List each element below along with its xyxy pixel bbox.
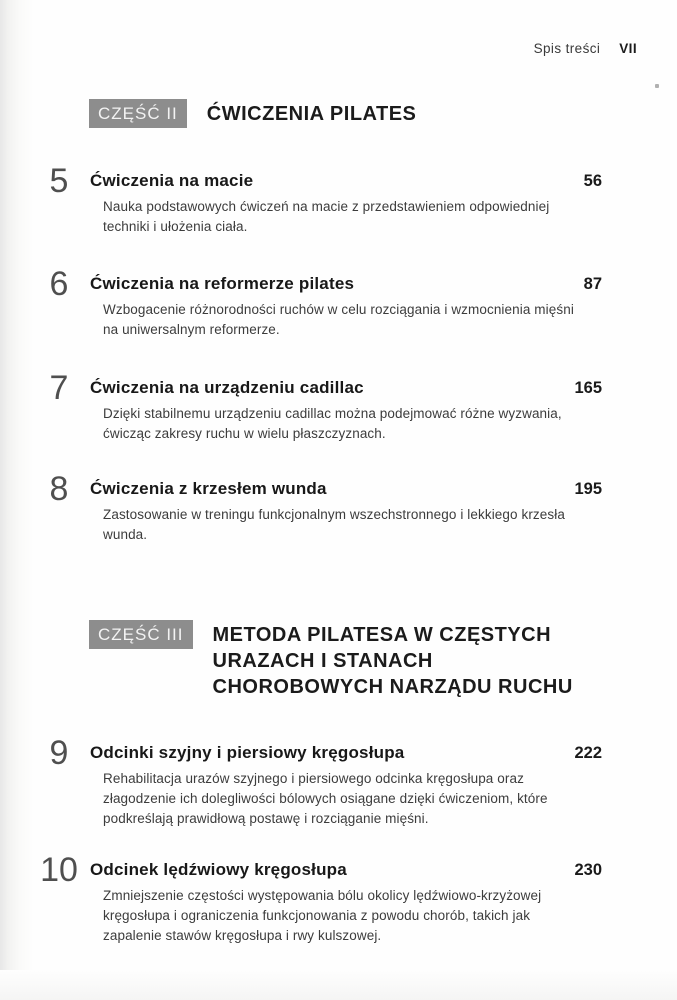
chapter-description: Wzbogacenie różnorodności ruchów w celu rozciągania i wzmocnienia mięśni na uniwersalnym reformerze. <box>103 302 574 337</box>
chapter-page-number: 165 <box>574 379 602 397</box>
scan-artifact-speck <box>655 84 659 88</box>
chapter-page-number: 230 <box>574 861 602 879</box>
page-gutter-shadow <box>0 0 34 1000</box>
chapter-page-number: 222 <box>574 744 602 762</box>
chapter-number: 10 <box>40 851 78 889</box>
running-header <box>534 41 637 56</box>
chapter-title: Ćwiczenia na reformerze pilates <box>90 274 355 293</box>
chapter-number: 8 <box>49 470 69 508</box>
toc-entry-chapter-7 <box>30 369 620 444</box>
chapter-number: 7 <box>49 369 69 407</box>
part-section-2-header <box>89 99 416 128</box>
running-header-page-number: VII <box>619 41 637 56</box>
chapter-page-number: 56 <box>583 172 602 190</box>
chapter-number: 9 <box>49 734 69 772</box>
chapter-page-number: 87 <box>583 275 602 293</box>
running-header-title: Spis treści <box>533 41 601 56</box>
chapter-page-number: 195 <box>574 480 602 498</box>
part-3-badge: CZĘŚĆ III <box>89 620 193 649</box>
toc-entry-chapter-8 <box>30 470 620 545</box>
chapter-title: Ćwiczenia na urządzeniu cadillac <box>90 378 364 397</box>
chapter-title: Odcinek lędźwiowy kręgosłupa <box>90 860 347 879</box>
chapter-title: Ćwiczenia z krzesłem wunda <box>90 479 327 498</box>
page-bottom-shadow <box>0 970 677 1000</box>
chapter-title: Ćwiczenia na macie <box>90 171 254 190</box>
toc-entry-chapter-5 <box>30 162 620 237</box>
chapter-title: Odcinki szyjny i piersiowy kręgosłupa <box>90 743 405 762</box>
toc-entry-chapter-9 <box>30 734 620 829</box>
toc-entry-chapter-6 <box>30 265 620 340</box>
toc-entry-chapter-10 <box>30 851 620 946</box>
chapter-description: Zmniejszenie częstości występowania bólu okolicy lędźwiowo-krzyżowej kręgosłupa i ograniczenia funkcjonowania z powodu chorób, takich jak zapalenie stawów kręgosłupa i rwy kulszowej. <box>103 888 542 943</box>
chapter-number: 6 <box>49 265 69 303</box>
chapter-number: 5 <box>49 162 69 200</box>
chapter-description: Rehabilitacja urazów szyjnego i piersiowego odcinka kręgosłupa oraz złagodzenie ich dolegliwości bólowych osiągane dzięki ćwiczeniom, które podkreślają prawidłową postawę i rozciąganie mięśni. <box>103 771 548 826</box>
chapter-description: Zastosowanie w treningu funkcjonalnym wszechstronnego i lekkiego krzesła wunda. <box>103 507 565 542</box>
part-2-title: ĆWICZENIA PILATES <box>206 103 417 125</box>
chapter-description: Nauka podstawowych ćwiczeń na macie z przedstawieniem odpowiedniej techniki i ułożenia ciała. <box>103 199 550 234</box>
part-2-badge: CZĘŚĆ II <box>89 99 187 128</box>
part-3-title: METODA PILATESA W CZĘSTYCH URAZACH I STANACH CHOROBOWYCH NARZĄDU RUCHU <box>212 624 573 698</box>
part-section-3-header <box>89 620 583 700</box>
chapter-description: Dzięki stabilnemu urządzeniu cadillac można podejmować różne wyzwania, ćwicząc zakresy ruchu w wielu płaszczyznach. <box>103 406 562 441</box>
